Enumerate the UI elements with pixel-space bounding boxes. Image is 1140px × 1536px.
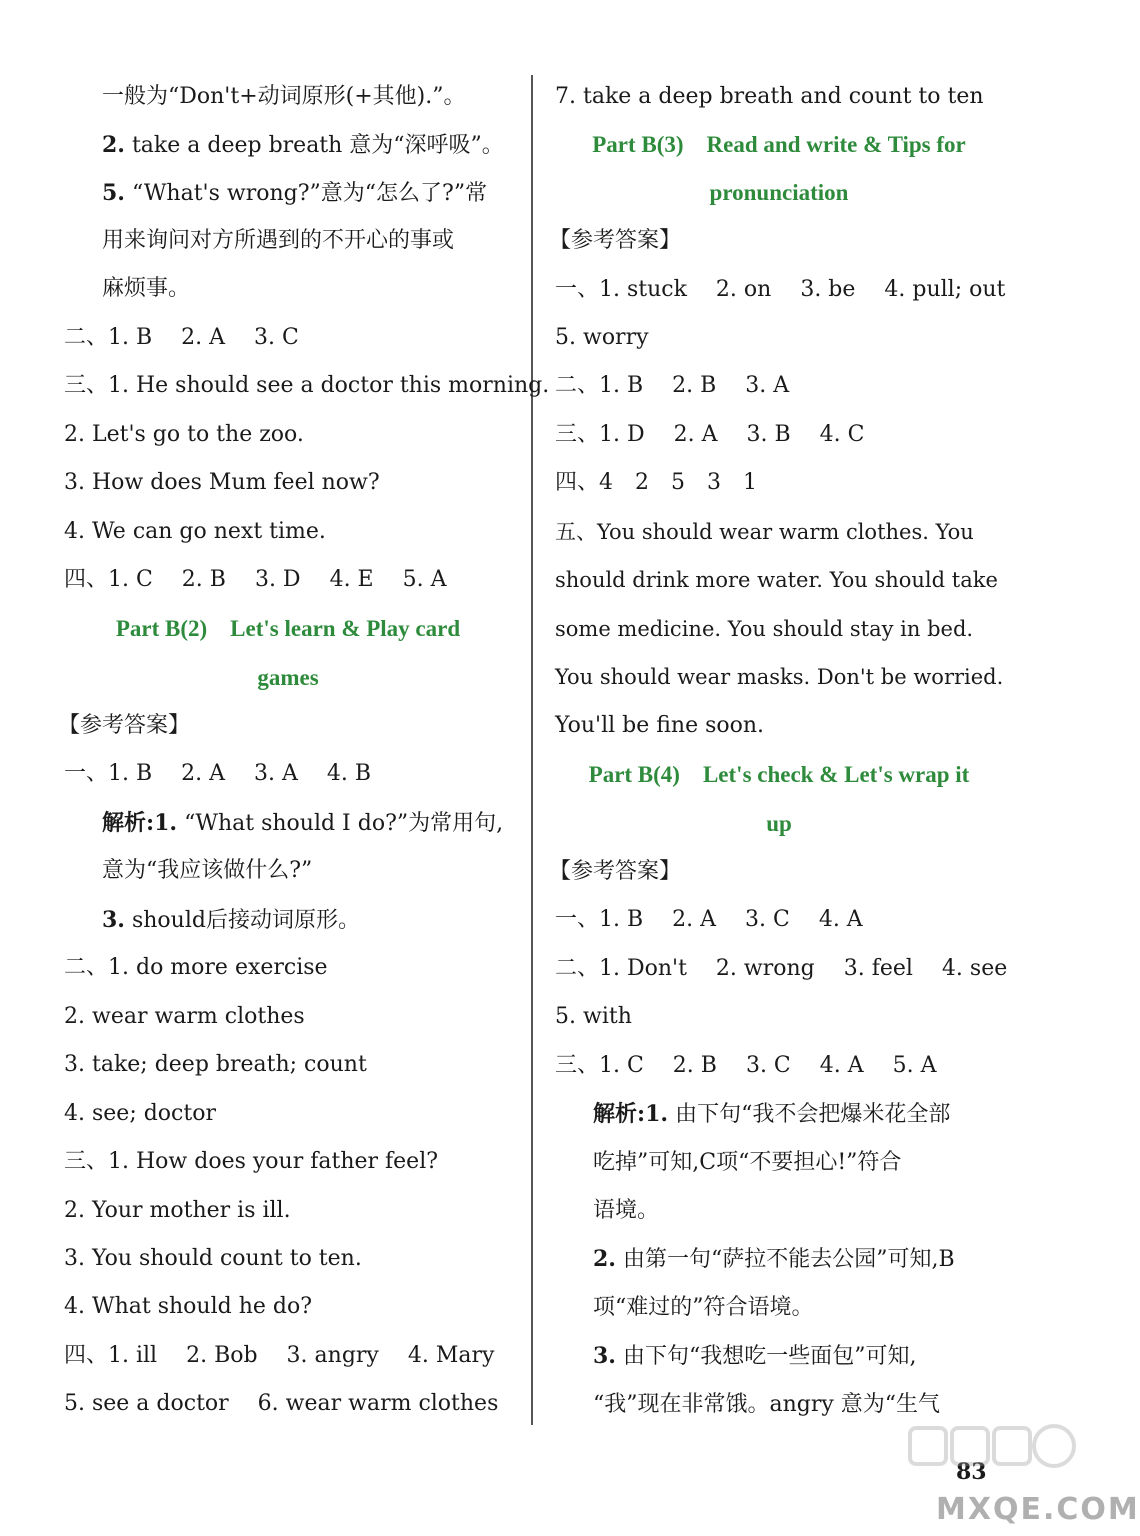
analysis-line: 意为“我应该做什么?” bbox=[102, 858, 313, 883]
answer-line: 二、1. B 2. B 3. A bbox=[555, 373, 790, 398]
answer-line: 4. see; doctor bbox=[64, 1101, 216, 1126]
answer-line: 一、1. B 2. A 3. C 4. A bbox=[555, 907, 863, 932]
section-heading: Part B(4) Let's check & Let's wrap it bbox=[588, 762, 970, 787]
analysis-line: 2. 由第一句“萨拉不能去公园”可知,B bbox=[593, 1246, 955, 1272]
section-heading: Part B(2) Let's learn & Play card bbox=[115, 616, 461, 641]
analysis-line: 项“难过的”符合语境。 bbox=[593, 1295, 814, 1320]
answer-line: 3. You should count to ten. bbox=[64, 1246, 362, 1271]
answer-key-label: 【参考答案】 bbox=[58, 713, 191, 738]
page-number: 83 bbox=[956, 1459, 987, 1485]
analysis-line: “我”现在非常饿。angry 意为“生气 bbox=[593, 1392, 941, 1417]
text-line: 一般为“Don't+动词原形(+其他).”。 bbox=[102, 84, 466, 109]
answer-line: 四、1. C 2. B 3. D 4. E 5. A bbox=[64, 567, 447, 592]
section-heading: games bbox=[257, 665, 319, 690]
answer-line: 三、1. D 2. A 3. B 4. C bbox=[555, 422, 865, 447]
answer-line: 三、1. How does your father feel? bbox=[64, 1149, 439, 1174]
text-line: 2. take a deep breath 意为“深呼吸”。 bbox=[102, 132, 504, 158]
analysis-line: 解析:1. “What should I do?”为常用句, bbox=[102, 810, 504, 836]
section-heading: Part B(3) Read and write & Tips for bbox=[592, 132, 966, 157]
answer-line: 二、1. Don't 2. wrong 3. feel 4. see bbox=[555, 956, 1008, 981]
answer-line: 三、1. He should see a doctor this morning. bbox=[64, 373, 550, 398]
analysis-line: 语境。 bbox=[593, 1198, 660, 1223]
answer-line: 5. worry bbox=[555, 325, 649, 350]
answer-line: 一、1. B 2. A 3. A 4. B bbox=[64, 761, 372, 786]
analysis-line: 吃掉”可知,C项“不要担心!”符合 bbox=[593, 1150, 902, 1175]
answer-line: 5. see a doctor 6. wear warm clothes bbox=[64, 1391, 499, 1416]
text-line: 麻烦事。 bbox=[102, 276, 191, 301]
answer-line: 3. How does Mum feel now? bbox=[64, 470, 380, 495]
answer-line: 一、1. stuck 2. on 3. be 4. pull; out bbox=[555, 277, 1006, 302]
watermark-text: MXQE.COM bbox=[936, 1492, 1140, 1527]
answer-line: 7. take a deep breath and count to ten bbox=[555, 84, 984, 109]
answer-line: You'll be fine soon. bbox=[555, 713, 765, 738]
answer-line: 2. Your mother is ill. bbox=[64, 1198, 291, 1223]
analysis-line: 解析:1. 由下句“我不会把爆米花全部 bbox=[593, 1101, 951, 1127]
answer-line: should drink more water. You should take bbox=[555, 568, 998, 592]
answer-line: 四、1. ill 2. Bob 3. angry 4. Mary bbox=[64, 1343, 495, 1368]
answer-line: 二、1. do more exercise bbox=[64, 955, 328, 980]
section-heading: pronunciation bbox=[709, 180, 849, 205]
answer-line: 二、1. B 2. A 3. C bbox=[64, 325, 299, 350]
answer-line: 五、You should wear warm clothes. You bbox=[555, 520, 974, 544]
column-divider bbox=[531, 75, 533, 1425]
answer-line: 4. We can go next time. bbox=[64, 519, 326, 544]
answer-key-label: 【参考答案】 bbox=[549, 859, 682, 884]
section-heading: up bbox=[766, 811, 792, 836]
analysis-line: 3. should后接动词原形。 bbox=[102, 907, 360, 933]
answer-key-label: 【参考答案】 bbox=[549, 228, 682, 253]
answer-line: 四、4 2 5 3 1 bbox=[555, 470, 757, 495]
text-line: 用来询问对方所遇到的不开心的事或 bbox=[102, 228, 455, 253]
answer-line: 5. with bbox=[555, 1004, 632, 1029]
text-line: 5. “What's wrong?”意为“怎么了?”常 bbox=[102, 180, 488, 206]
answer-line: 3. take; deep breath; count bbox=[64, 1052, 367, 1077]
answer-line: 4. What should he do? bbox=[64, 1294, 313, 1319]
answer-line: 2. wear warm clothes bbox=[64, 1004, 305, 1029]
answer-line: You should wear masks. Don't be worried. bbox=[555, 665, 1004, 689]
answer-line: 三、1. C 2. B 3. C 4. A 5. A bbox=[555, 1053, 937, 1078]
analysis-line: 3. 由下句“我想吃一些面包”可知, bbox=[593, 1343, 917, 1369]
answer-line: some medicine. You should stay in bed. bbox=[555, 617, 974, 641]
answer-line: 2. Let's go to the zoo. bbox=[64, 422, 304, 447]
